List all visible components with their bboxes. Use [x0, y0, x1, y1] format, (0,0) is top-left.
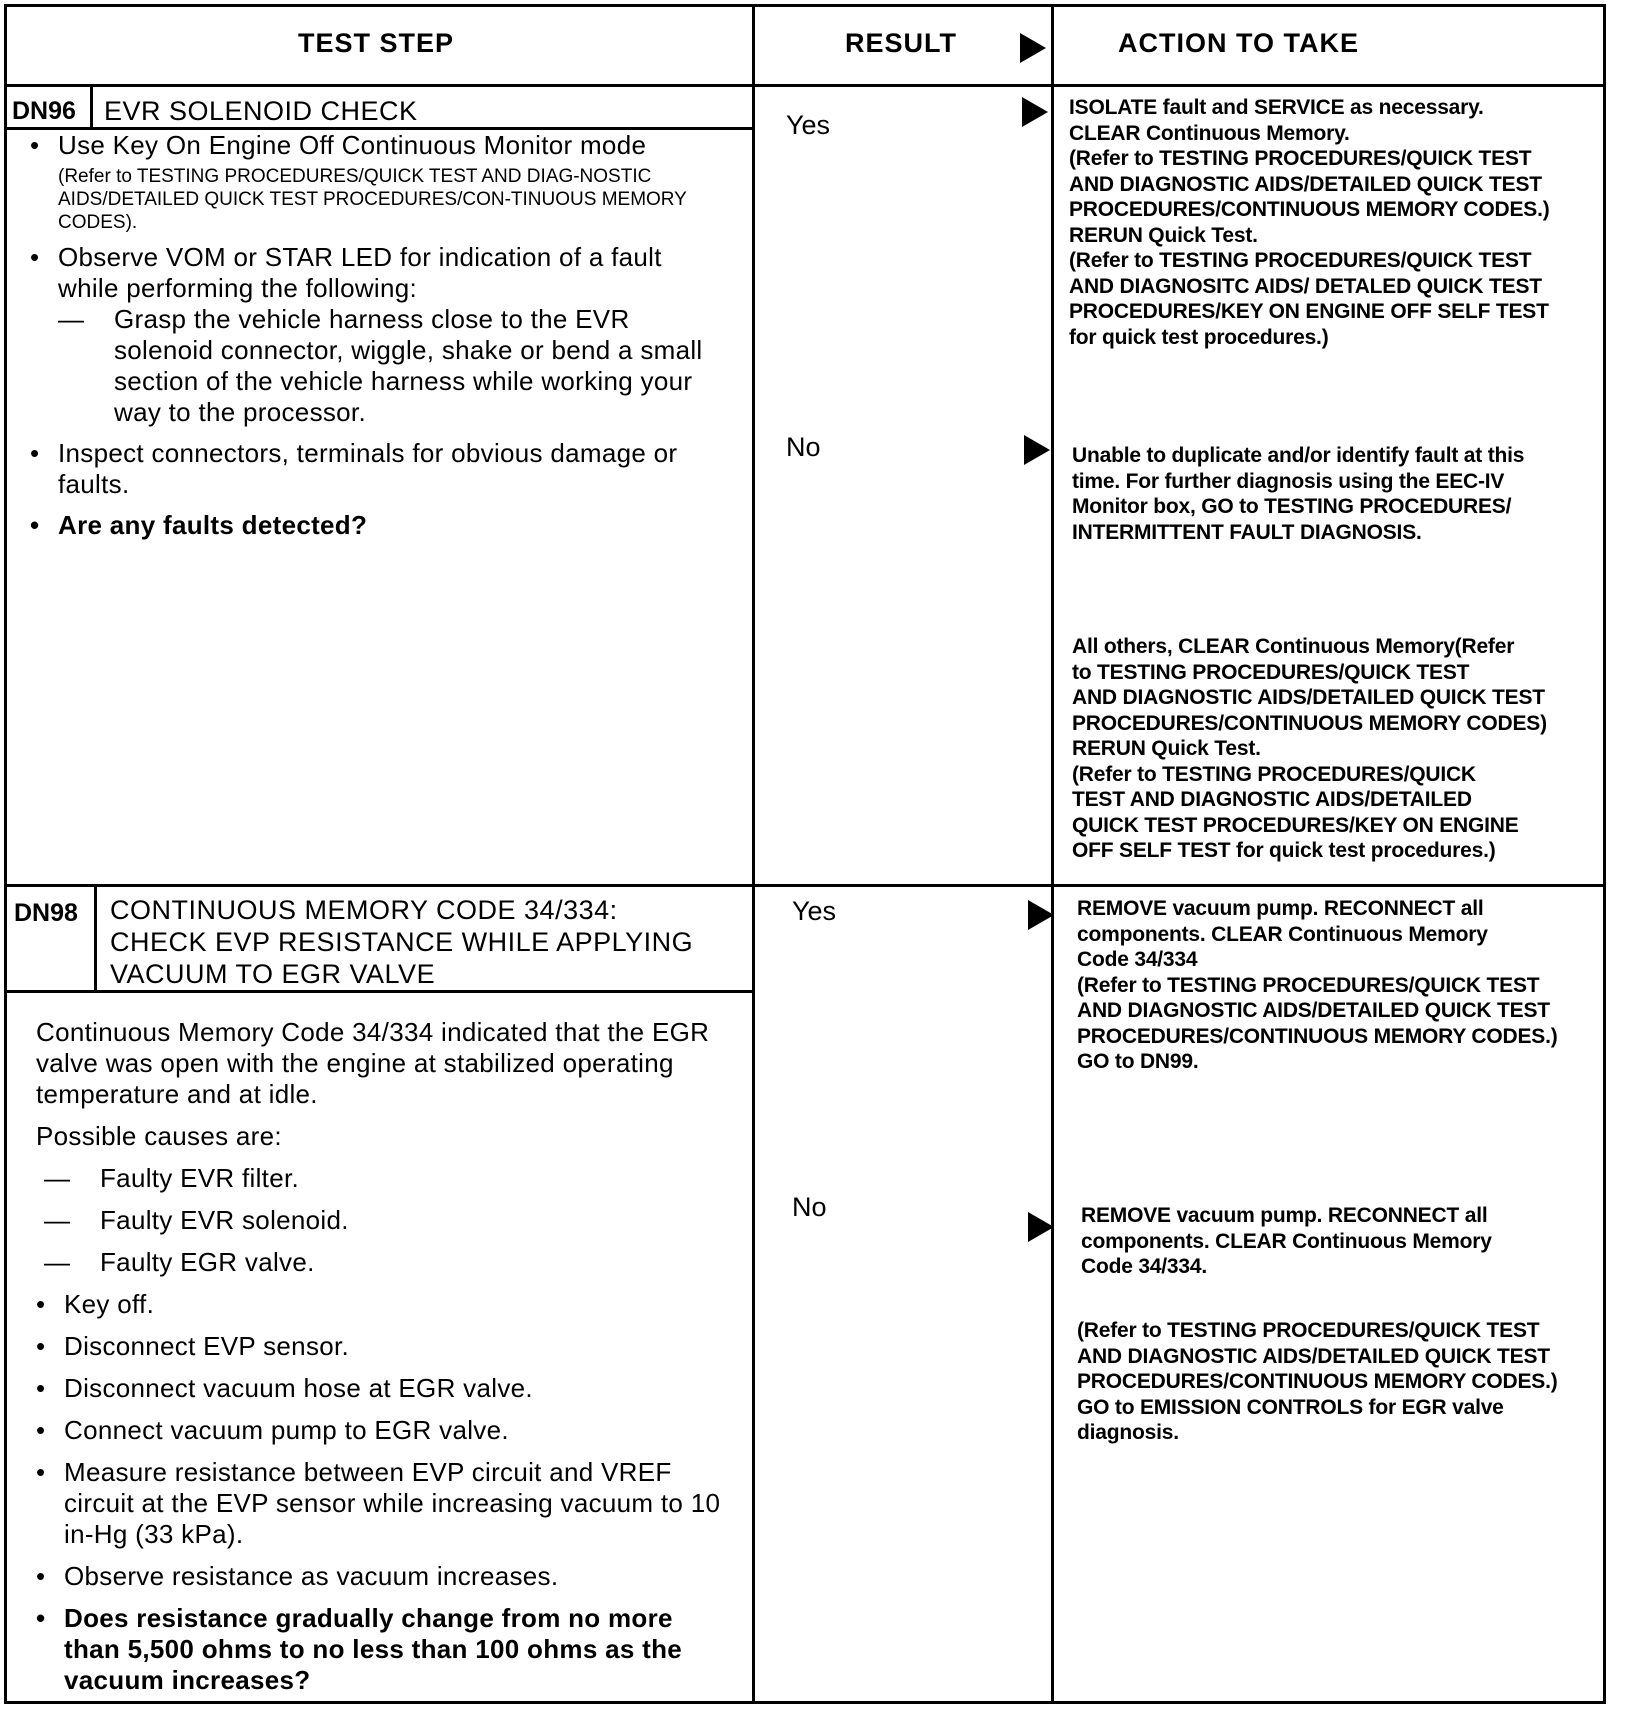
dn98-action-no: REMOVE vacuum pump. RECONNECT all components. CLEAR Continuous Memory Code 34/334.: [1081, 1204, 1492, 1278]
dn96-result-yes: Yes: [786, 110, 831, 140]
dn98-code: DN98: [14, 899, 78, 927]
dn96-action-no: Unable to duplicate and/or identify fault at this time. For further diagnosis using the EEC-IV Monitor box, GO to TESTING PROCEDURES/ INTERMITTENT FAULT DIAGNOSIS.: [1072, 444, 1525, 544]
column-divider: [1051, 4, 1054, 1704]
result-arrow-icon: [1020, 33, 1046, 63]
dn98-step: • Observe resistance as vacuum increases.: [36, 1561, 726, 1592]
dn96-step-list: [30, 130, 720, 541]
dn98-result-yes: Yes: [792, 896, 837, 926]
dn96-action-all-others: All others, CLEAR Continuous Memory(Refer to TESTING PROCEDURES/QUICK TEST AND DIAGNOSTIC AIDS/DETAILED QUICK TEST PROCEDURES/CONTINUOUS MEMORY CODES) RERUN Quick Test. (Refer to TESTING PROCEDURES/QUICK TEST AND DIAGNOSTIC AIDS/DETAILED QUICK TEST PROCEDURES/KEY ON ENGINE OFF SELF TEST for quick test procedures.): [1072, 635, 1547, 862]
dn98-step: • Connect vacuum pump to EGR valve.: [36, 1415, 726, 1446]
dn98-step: • Disconnect vacuum hose at EGR valve.: [36, 1373, 726, 1404]
dn98-action-yes: REMOVE vacuum pump. RECONNECT all components. CLEAR Continuous Memory Code 34/334 (Refer to TESTING PROCEDURES/QUICK TEST AND DIAGNOSTIC AIDS/DETAILED QUICK TEST PROCEDURES/CONTINUOUS MEMORY CODES.) GO to DN99.: [1077, 897, 1558, 1073]
dn98-title-line: CHECK EVP RESISTANCE WHILE APPLYING: [110, 927, 694, 957]
dn98-action-refer: (Refer to TESTING PROCEDURES/QUICK TEST AND DIAGNOSTIC AIDS/DETAILED QUICK TEST PROCEDURES/CONTINUOUS MEMORY CODES.) GO to EMISSION CONTROLS for EGR valve diagnosis.: [1077, 1319, 1558, 1444]
dn98-title: [110, 894, 693, 990]
dn98-title-divider: [4, 990, 754, 993]
dn98-title-line: VACUUM TO EGR VALVE: [110, 959, 436, 989]
dn96-code: DN96: [12, 97, 76, 125]
result-arrow-icon: [1028, 900, 1054, 930]
dn98-step: • Measure resistance between EVP circuit and VREF circuit at the EVP sensor while increasing vacuum to 10 in-Hg (33 kPa).: [36, 1457, 726, 1550]
dn96-step: • Use Key On Engine Off Continuous Monitor mode: [30, 130, 720, 161]
result-arrow-icon: [1028, 1212, 1054, 1242]
dn98-step: • Disconnect EVP sensor.: [36, 1331, 726, 1362]
result-arrow-icon: [1024, 435, 1050, 465]
dn98-question: • Does resistance gradually change from no more than 5,500 ohms to no less than 100 ohms as the vacuum increases?: [36, 1603, 726, 1696]
dn98-cause: — Faulty EGR valve.: [44, 1247, 726, 1278]
column-divider: [752, 4, 755, 1704]
dn98-cause: — Faulty EVR solenoid.: [44, 1205, 726, 1236]
dn98-step-list: [36, 1017, 726, 1696]
dn98-code-divider: [94, 886, 97, 991]
dn98-step: • Key off.: [36, 1289, 726, 1320]
section-divider: [4, 884, 1606, 887]
dn96-step: • Inspect connectors, terminals for obvious damage or faults.: [30, 438, 720, 500]
dn98-title-line: CONTINUOUS MEMORY CODE 34/334:: [110, 895, 618, 925]
header-test-step: TEST STEP: [298, 28, 455, 58]
dn96-step-note: (Refer to TESTING PROCEDURES/QUICK TEST AND DIAG-NOSTIC AIDS/DETAILED QUICK TEST PROCEDURES/CON-TINUOUS MEMORY CODES).: [58, 166, 687, 233]
dn96-question: • Are any faults detected?: [30, 510, 720, 541]
dn98-result-no: No: [792, 1192, 827, 1222]
dn96-code-divider: [90, 86, 93, 130]
dn98-intro: Continuous Memory Code 34/334 indicated that the EGR valve was open with the engine at stabilized operating temperature and at idle.: [36, 1017, 710, 1109]
dn96-action-yes: ISOLATE fault and SERVICE as necessary. CLEAR Continuous Memory. (Refer to TESTING PROCEDURES/QUICK TEST AND DIAGNOSTIC AIDS/DETAILED QUICK TEST PROCEDURES/CONTINUOUS MEMORY CODES.) RERUN Quick Test. (Refer to TESTING PROCEDURES/QUICK TEST AND DIAGNOSITC AIDS/ DETALED QUICK TEST PROCEDURES/KEY ON ENGINE OFF SELF TEST for quick test procedures.): [1069, 96, 1550, 349]
result-arrow-icon: [1022, 97, 1048, 127]
dn96-title: EVR SOLENOID CHECK: [104, 96, 418, 126]
dn98-intro: Possible causes are:: [36, 1121, 282, 1151]
dn96-result-no: No: [786, 432, 821, 462]
header-result: RESULT: [845, 28, 957, 58]
header-action: ACTION TO TAKE: [1118, 28, 1359, 58]
dn98-cause: — Faulty EVR filter.: [44, 1163, 726, 1194]
dn96-step: • Observe VOM or STAR LED for indication of a fault while performing the following:: [30, 242, 720, 304]
dn96-substep: — Grasp the vehicle harness close to the EVR solenoid connector, wiggle, shake or bend a small section of the vehicle harness while working your way to the processor.: [58, 304, 720, 428]
